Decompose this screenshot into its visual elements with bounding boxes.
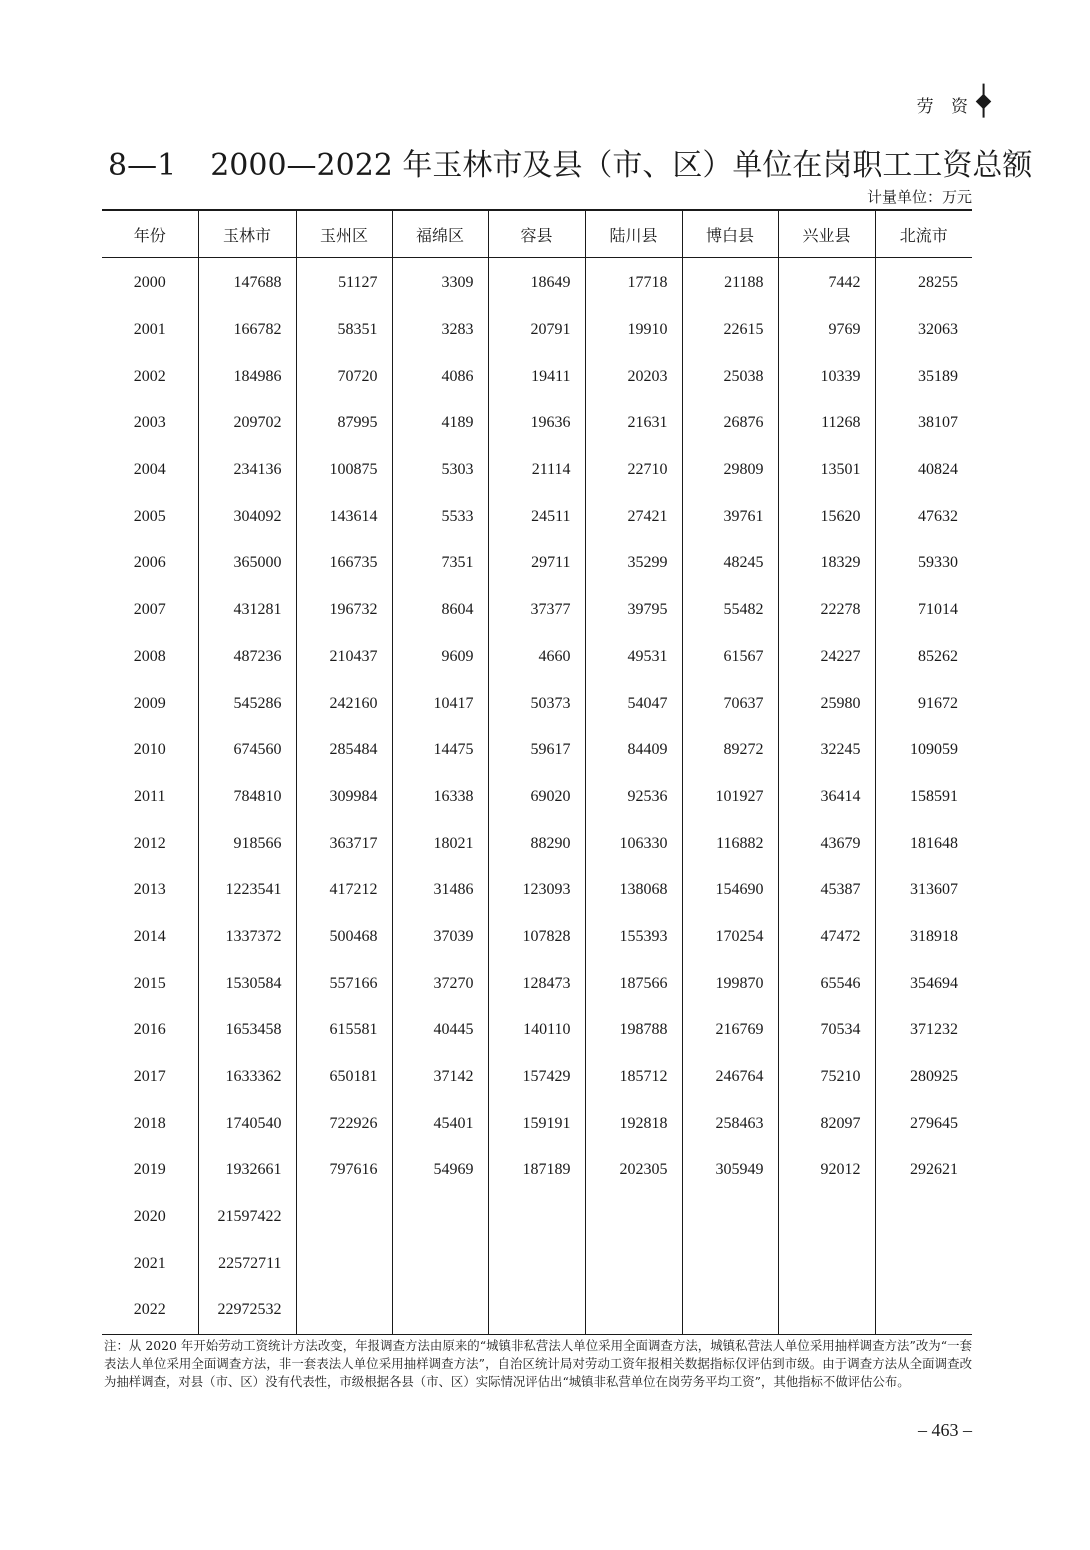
value-cell: 54969 bbox=[392, 1147, 488, 1194]
wage-total-table bbox=[102, 209, 972, 1335]
year-cell: 2005 bbox=[133, 507, 166, 525]
table-title bbox=[108, 140, 1033, 184]
value-cell: 210437 bbox=[296, 634, 392, 681]
table-row bbox=[102, 914, 972, 961]
value-cell bbox=[488, 1194, 585, 1241]
value-cell: 8604 bbox=[392, 587, 488, 634]
value-cell: 22572711 bbox=[198, 1240, 296, 1287]
year-cell: 2017 bbox=[133, 1068, 166, 1086]
value-cell: 354694 bbox=[875, 960, 972, 1007]
value-cell: 313607 bbox=[875, 867, 972, 914]
value-cell: 242160 bbox=[296, 680, 392, 727]
value-cell: 107828 bbox=[488, 914, 585, 961]
value-cell: 20791 bbox=[488, 307, 585, 354]
value-cell: 106330 bbox=[585, 820, 682, 867]
value-cell: 292621 bbox=[875, 1147, 972, 1194]
value-cell: 1740540 bbox=[198, 1100, 296, 1147]
value-cell: 26876 bbox=[682, 400, 778, 447]
value-cell bbox=[875, 1194, 972, 1241]
year-cell: 2001 bbox=[133, 321, 166, 339]
value-cell: 82097 bbox=[778, 1100, 875, 1147]
value-cell: 154690 bbox=[682, 867, 778, 914]
value-cell bbox=[296, 1287, 392, 1334]
value-cell: 20203 bbox=[585, 353, 682, 400]
table-row bbox=[102, 540, 972, 587]
value-cell: 51127 bbox=[296, 258, 392, 307]
value-cell: 304092 bbox=[198, 493, 296, 540]
year-cell: 2021 bbox=[133, 1254, 166, 1272]
value-cell: 35189 bbox=[875, 353, 972, 400]
value-cell: 45387 bbox=[778, 867, 875, 914]
value-cell: 4660 bbox=[488, 634, 585, 681]
value-cell: 54047 bbox=[585, 680, 682, 727]
column-header: 兴业县 bbox=[778, 210, 875, 258]
value-cell: 21114 bbox=[488, 447, 585, 494]
value-cell: 158591 bbox=[875, 774, 972, 821]
year-cell: 2012 bbox=[133, 834, 166, 852]
value-cell: 48245 bbox=[682, 540, 778, 587]
value-cell: 58351 bbox=[296, 307, 392, 354]
value-cell: 18329 bbox=[778, 540, 875, 587]
value-cell: 650181 bbox=[296, 1054, 392, 1101]
value-cell: 37039 bbox=[392, 914, 488, 961]
value-cell: 47632 bbox=[875, 493, 972, 540]
value-cell bbox=[875, 1287, 972, 1334]
value-cell: 116882 bbox=[682, 820, 778, 867]
value-cell: 47472 bbox=[778, 914, 875, 961]
table-row bbox=[102, 400, 972, 447]
value-cell: 1337372 bbox=[198, 914, 296, 961]
value-cell: 75210 bbox=[778, 1054, 875, 1101]
value-cell: 109059 bbox=[875, 727, 972, 774]
year-cell: 2020 bbox=[133, 1208, 166, 1226]
value-cell: 500468 bbox=[296, 914, 392, 961]
value-cell: 89272 bbox=[682, 727, 778, 774]
value-cell: 166735 bbox=[296, 540, 392, 587]
value-cell: 24511 bbox=[488, 493, 585, 540]
value-cell: 14475 bbox=[392, 727, 488, 774]
value-cell: 363717 bbox=[296, 820, 392, 867]
value-cell: 88290 bbox=[488, 820, 585, 867]
value-cell: 31486 bbox=[392, 867, 488, 914]
value-cell: 45401 bbox=[392, 1100, 488, 1147]
value-cell: 5303 bbox=[392, 447, 488, 494]
table-row bbox=[102, 680, 972, 727]
value-cell: 43679 bbox=[778, 820, 875, 867]
value-cell: 91672 bbox=[875, 680, 972, 727]
value-cell: 21188 bbox=[682, 258, 778, 307]
value-cell: 3309 bbox=[392, 258, 488, 307]
value-cell: 10339 bbox=[778, 353, 875, 400]
column-header: 玉州区 bbox=[296, 210, 392, 258]
value-cell: 285484 bbox=[296, 727, 392, 774]
value-cell: 40824 bbox=[875, 447, 972, 494]
page-number: – 463 – bbox=[918, 1420, 972, 1440]
value-cell: 84409 bbox=[585, 727, 682, 774]
value-cell: 280925 bbox=[875, 1054, 972, 1101]
value-cell: 371232 bbox=[875, 1007, 972, 1054]
year-cell: 2015 bbox=[133, 974, 166, 992]
value-cell: 21631 bbox=[585, 400, 682, 447]
value-cell: 258463 bbox=[682, 1100, 778, 1147]
table-row bbox=[102, 587, 972, 634]
column-header: 陆川县 bbox=[585, 210, 682, 258]
value-cell: 202305 bbox=[585, 1147, 682, 1194]
year-cell: 2004 bbox=[133, 461, 166, 479]
value-cell: 305949 bbox=[682, 1147, 778, 1194]
value-cell: 5533 bbox=[392, 493, 488, 540]
year-cell: 2013 bbox=[133, 881, 166, 899]
value-cell: 100875 bbox=[296, 447, 392, 494]
value-cell: 61567 bbox=[682, 634, 778, 681]
value-cell bbox=[585, 1194, 682, 1241]
value-cell: 70637 bbox=[682, 680, 778, 727]
table-row bbox=[102, 447, 972, 494]
column-header: 玉林市 bbox=[198, 210, 296, 258]
footnote: 注：从 2020 年开始劳动工资统计方法改变，年报调查方法由原来的“城镇非私营法人单位采用全面调查方法，城镇私营法人单位采用抽样调查方法”改为“一套表法人单位采用全面调查方法，非一套表法人单位采用抽样调查方法”，自治区统计局对劳动工资年报相关数据指标仅评估到市级。由于调查方法从全面调查改为抽样调查，对县（市、区）没有代表性，市级根据各县（市、区）实际情况评估出“城镇非私营单位在岗劳务平均工资”，其他指标不做评估公布。 bbox=[104, 1338, 972, 1389]
table-number: 8—1 bbox=[108, 148, 177, 183]
table-row bbox=[102, 1194, 972, 1241]
value-cell: 196732 bbox=[296, 587, 392, 634]
value-cell: 184986 bbox=[198, 353, 296, 400]
value-cell bbox=[585, 1240, 682, 1287]
table-row bbox=[102, 820, 972, 867]
value-cell: 15620 bbox=[778, 493, 875, 540]
value-cell: 39795 bbox=[585, 587, 682, 634]
value-cell: 16338 bbox=[392, 774, 488, 821]
value-cell: 1653458 bbox=[198, 1007, 296, 1054]
year-cell: 2019 bbox=[133, 1161, 166, 1179]
value-cell: 4086 bbox=[392, 353, 488, 400]
value-cell: 7442 bbox=[778, 258, 875, 307]
value-cell: 24227 bbox=[778, 634, 875, 681]
year-cell: 2000 bbox=[133, 274, 166, 292]
value-cell bbox=[778, 1287, 875, 1334]
value-cell: 187566 bbox=[585, 960, 682, 1007]
value-cell bbox=[778, 1194, 875, 1241]
year-cell: 2008 bbox=[133, 647, 166, 665]
value-cell: 25980 bbox=[778, 680, 875, 727]
value-cell: 143614 bbox=[296, 493, 392, 540]
value-cell: 128473 bbox=[488, 960, 585, 1007]
value-cell: 85262 bbox=[875, 634, 972, 681]
value-cell: 65546 bbox=[778, 960, 875, 1007]
year-cell: 2009 bbox=[133, 694, 166, 712]
running-head: 劳 资 bbox=[916, 97, 974, 117]
value-cell: 19411 bbox=[488, 353, 585, 400]
value-cell bbox=[585, 1287, 682, 1334]
column-header: 福绵区 bbox=[392, 210, 488, 258]
value-cell: 29809 bbox=[682, 447, 778, 494]
value-cell: 722926 bbox=[296, 1100, 392, 1147]
value-cell: 918566 bbox=[198, 820, 296, 867]
value-cell: 7351 bbox=[392, 540, 488, 587]
diamond-marker-icon bbox=[976, 94, 992, 110]
value-cell: 38107 bbox=[875, 400, 972, 447]
value-cell: 123093 bbox=[488, 867, 585, 914]
value-cell: 198788 bbox=[585, 1007, 682, 1054]
value-cell: 55482 bbox=[682, 587, 778, 634]
value-cell: 69020 bbox=[488, 774, 585, 821]
year-cell: 2014 bbox=[133, 927, 166, 945]
table-row bbox=[102, 867, 972, 914]
value-cell: 1633362 bbox=[198, 1054, 296, 1101]
value-cell: 18649 bbox=[488, 258, 585, 307]
value-cell: 155393 bbox=[585, 914, 682, 961]
table-header-row bbox=[102, 210, 972, 258]
value-cell: 557166 bbox=[296, 960, 392, 1007]
value-cell: 10417 bbox=[392, 680, 488, 727]
value-cell: 39761 bbox=[682, 493, 778, 540]
value-cell: 615581 bbox=[296, 1007, 392, 1054]
value-cell: 50373 bbox=[488, 680, 585, 727]
value-cell: 19636 bbox=[488, 400, 585, 447]
value-cell bbox=[682, 1194, 778, 1241]
value-cell: 92012 bbox=[778, 1147, 875, 1194]
value-cell: 138068 bbox=[585, 867, 682, 914]
value-cell: 157429 bbox=[488, 1054, 585, 1101]
measurement-unit: 计量单位：万元 bbox=[866, 188, 972, 206]
table-row bbox=[102, 774, 972, 821]
value-cell: 192818 bbox=[585, 1100, 682, 1147]
value-cell: 87995 bbox=[296, 400, 392, 447]
value-cell: 487236 bbox=[198, 634, 296, 681]
value-cell: 181648 bbox=[875, 820, 972, 867]
year-cell: 2003 bbox=[133, 414, 166, 432]
year-cell: 2022 bbox=[102, 1287, 198, 1334]
value-cell: 32245 bbox=[778, 727, 875, 774]
value-cell: 70534 bbox=[778, 1007, 875, 1054]
table-row bbox=[102, 727, 972, 774]
value-cell bbox=[488, 1240, 585, 1287]
value-cell: 9769 bbox=[778, 307, 875, 354]
year-cell: 2016 bbox=[133, 1021, 166, 1039]
value-cell: 140110 bbox=[488, 1007, 585, 1054]
value-cell: 17718 bbox=[585, 258, 682, 307]
value-cell: 318918 bbox=[875, 914, 972, 961]
value-cell: 37377 bbox=[488, 587, 585, 634]
value-cell bbox=[296, 1240, 392, 1287]
value-cell: 21597422 bbox=[198, 1194, 296, 1241]
value-cell: 11268 bbox=[778, 400, 875, 447]
table-row bbox=[102, 353, 972, 400]
year-cell: 2010 bbox=[133, 741, 166, 759]
column-header: 容县 bbox=[488, 210, 585, 258]
table-row bbox=[102, 493, 972, 540]
value-cell: 19910 bbox=[585, 307, 682, 354]
year-cell: 2011 bbox=[134, 787, 166, 805]
value-cell: 9609 bbox=[392, 634, 488, 681]
value-cell: 25038 bbox=[682, 353, 778, 400]
table-row bbox=[102, 960, 972, 1007]
value-cell: 674560 bbox=[198, 727, 296, 774]
value-cell: 797616 bbox=[296, 1147, 392, 1194]
value-cell: 309984 bbox=[296, 774, 392, 821]
value-cell: 187189 bbox=[488, 1147, 585, 1194]
value-cell: 159191 bbox=[488, 1100, 585, 1147]
value-cell: 170254 bbox=[682, 914, 778, 961]
value-cell: 49531 bbox=[585, 634, 682, 681]
value-cell: 279645 bbox=[875, 1100, 972, 1147]
table-row bbox=[102, 1100, 972, 1147]
table-row bbox=[102, 634, 972, 681]
value-cell: 27421 bbox=[585, 493, 682, 540]
value-cell bbox=[778, 1240, 875, 1287]
value-cell: 1932661 bbox=[198, 1147, 296, 1194]
value-cell: 4189 bbox=[392, 400, 488, 447]
value-cell: 40445 bbox=[392, 1007, 488, 1054]
value-cell bbox=[392, 1194, 488, 1241]
value-cell: 545286 bbox=[198, 680, 296, 727]
year-cell: 2007 bbox=[133, 601, 166, 619]
value-cell: 37142 bbox=[392, 1054, 488, 1101]
table-row bbox=[102, 1240, 972, 1287]
table-row bbox=[102, 1007, 972, 1054]
value-cell: 59617 bbox=[488, 727, 585, 774]
column-header: 北流市 bbox=[875, 210, 972, 258]
table-row bbox=[102, 307, 972, 354]
value-cell: 36414 bbox=[778, 774, 875, 821]
value-cell bbox=[875, 1240, 972, 1287]
value-cell: 29711 bbox=[488, 540, 585, 587]
value-cell: 22278 bbox=[778, 587, 875, 634]
table-title-text: 2000—2022 年玉林市及县（市、区）单位在岗职工工资总额 bbox=[210, 148, 1033, 183]
year-cell: 2002 bbox=[133, 367, 166, 385]
value-cell: 22972532 bbox=[198, 1287, 296, 1334]
value-cell bbox=[392, 1287, 488, 1334]
year-cell: 2006 bbox=[133, 554, 166, 572]
value-cell bbox=[682, 1287, 778, 1334]
year-cell: 2018 bbox=[133, 1114, 166, 1132]
value-cell: 784810 bbox=[198, 774, 296, 821]
value-cell: 13501 bbox=[778, 447, 875, 494]
value-cell: 246764 bbox=[682, 1054, 778, 1101]
value-cell bbox=[488, 1287, 585, 1334]
value-cell: 417212 bbox=[296, 867, 392, 914]
value-cell: 234136 bbox=[198, 447, 296, 494]
value-cell: 431281 bbox=[198, 587, 296, 634]
value-cell: 101927 bbox=[682, 774, 778, 821]
value-cell: 185712 bbox=[585, 1054, 682, 1101]
value-cell: 1530584 bbox=[198, 960, 296, 1007]
value-cell: 71014 bbox=[875, 587, 972, 634]
value-cell: 28255 bbox=[875, 258, 972, 307]
value-cell: 365000 bbox=[198, 540, 296, 587]
value-cell: 35299 bbox=[585, 540, 682, 587]
value-cell: 32063 bbox=[875, 307, 972, 354]
value-cell: 147688 bbox=[198, 258, 296, 307]
column-header: 博白县 bbox=[682, 210, 778, 258]
table-row bbox=[102, 1287, 972, 1334]
value-cell: 70720 bbox=[296, 353, 392, 400]
value-cell bbox=[392, 1240, 488, 1287]
column-header: 年份 bbox=[102, 210, 198, 258]
table-row bbox=[102, 1054, 972, 1101]
table-row bbox=[102, 258, 972, 307]
value-cell: 92536 bbox=[585, 774, 682, 821]
value-cell: 209702 bbox=[198, 400, 296, 447]
value-cell: 216769 bbox=[682, 1007, 778, 1054]
value-cell: 3283 bbox=[392, 307, 488, 354]
value-cell bbox=[682, 1240, 778, 1287]
value-cell: 166782 bbox=[198, 307, 296, 354]
value-cell: 199870 bbox=[682, 960, 778, 1007]
value-cell: 22615 bbox=[682, 307, 778, 354]
value-cell: 1223541 bbox=[198, 867, 296, 914]
value-cell bbox=[296, 1194, 392, 1241]
value-cell: 59330 bbox=[875, 540, 972, 587]
table-row bbox=[102, 1147, 972, 1194]
value-cell: 18021 bbox=[392, 820, 488, 867]
value-cell: 22710 bbox=[585, 447, 682, 494]
value-cell: 37270 bbox=[392, 960, 488, 1007]
